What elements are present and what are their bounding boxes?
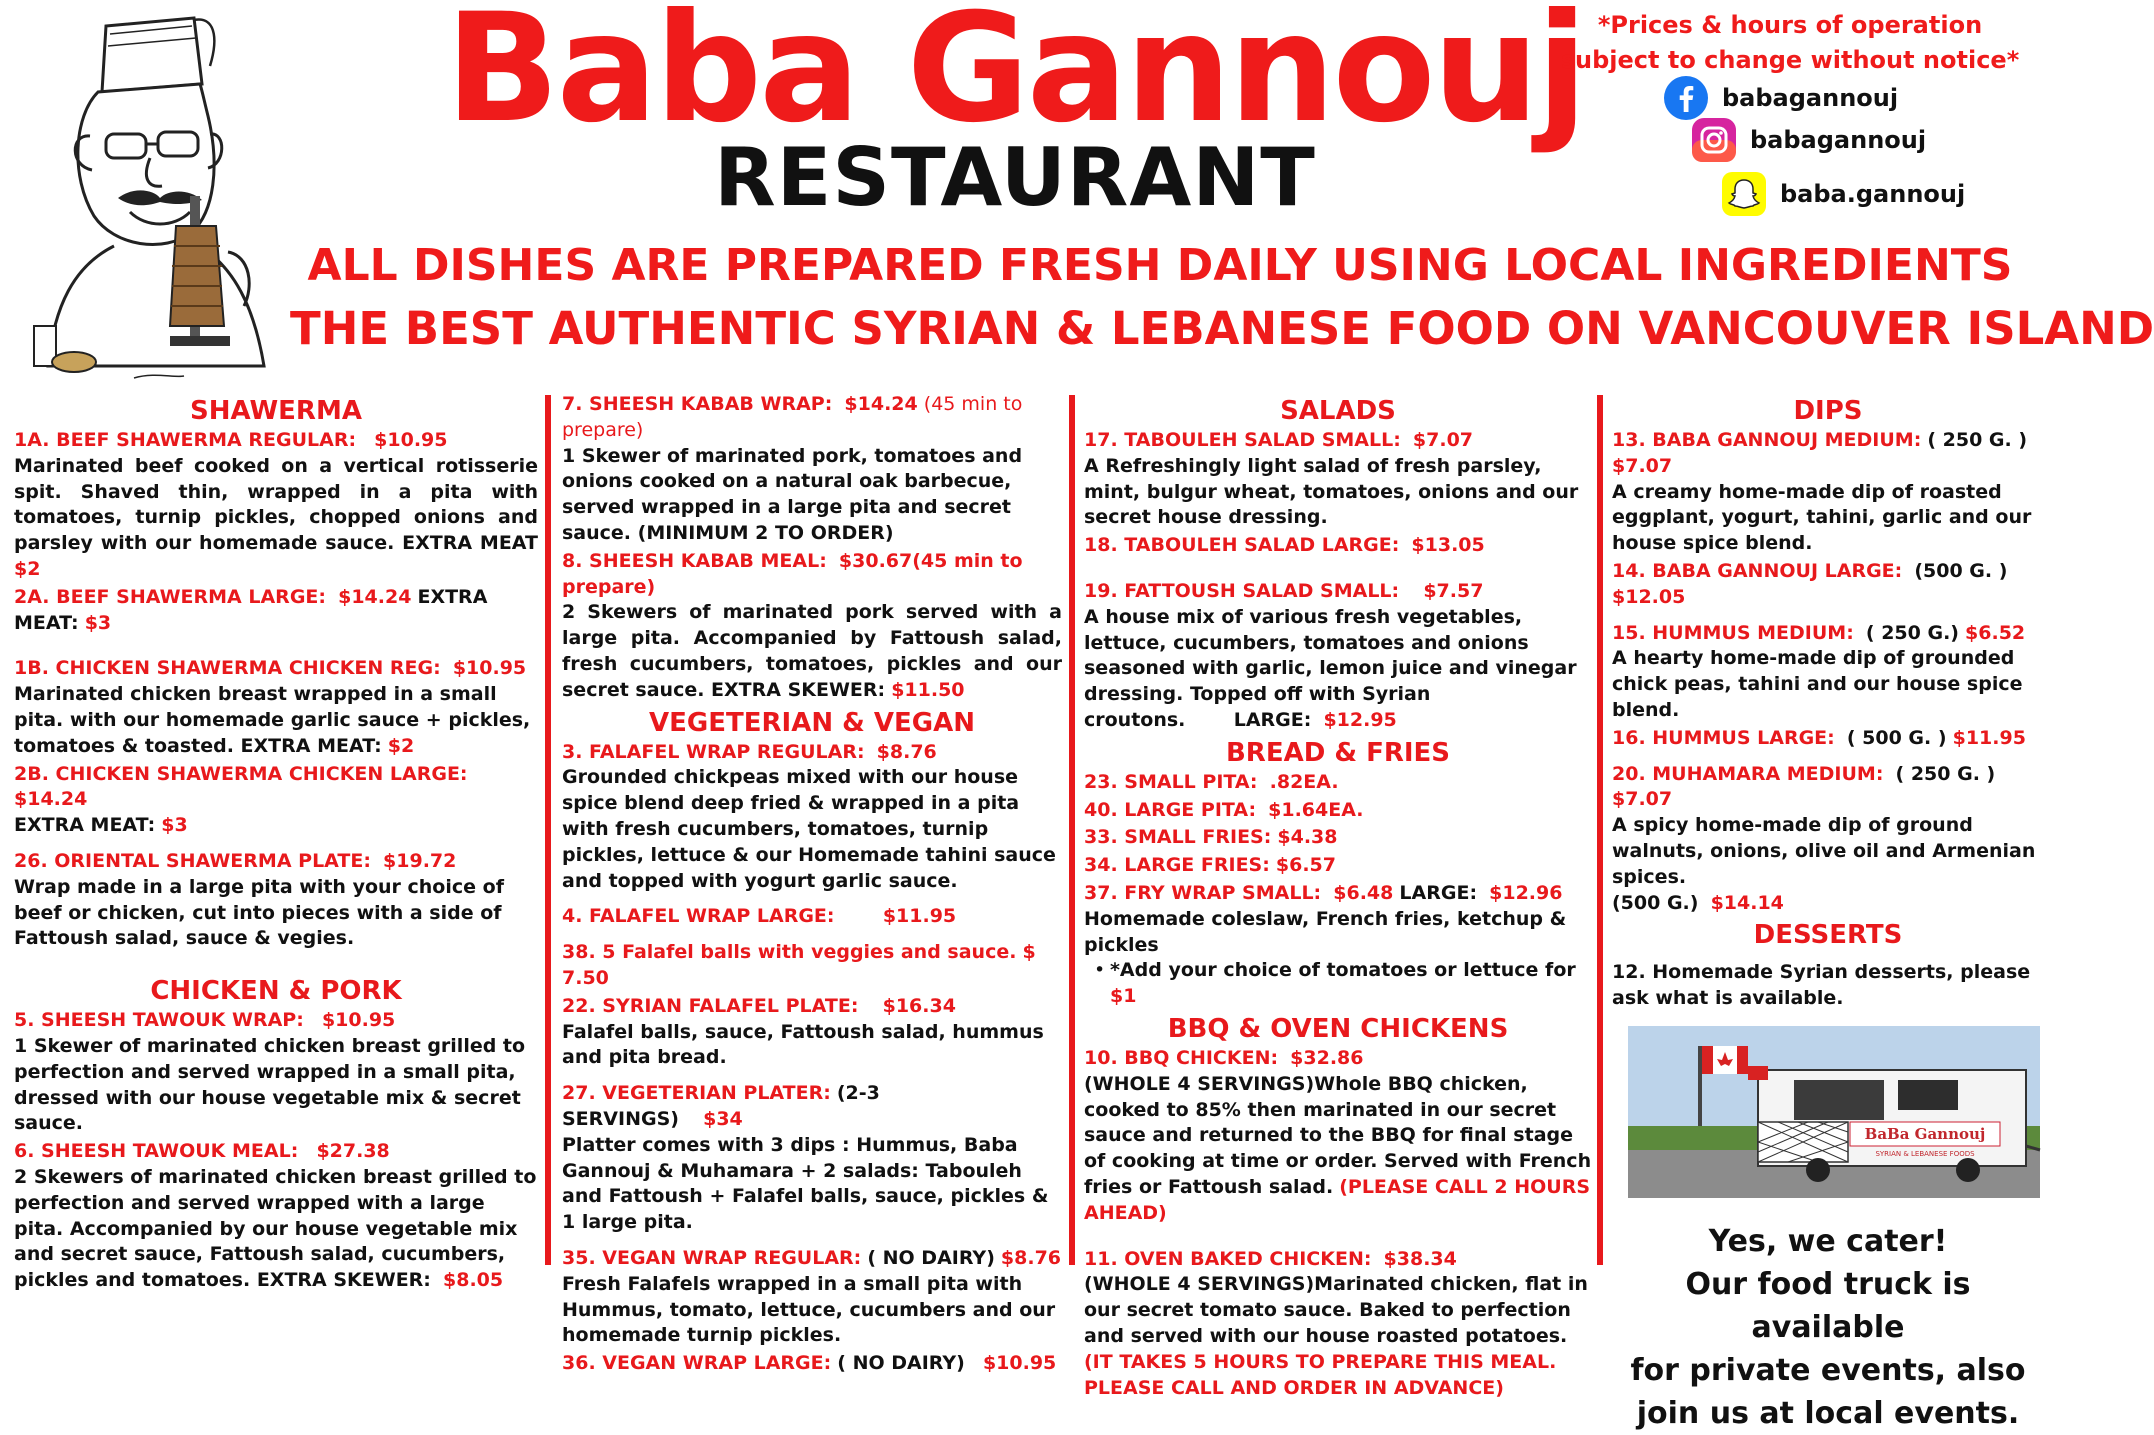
catering-message: Yes, we cater! Our food truck is available for private events, also join us at local events. [1630, 1223, 2026, 1431]
truck-sign-text: BaBa Gannouj [1864, 1124, 1986, 1143]
column-divider [545, 395, 551, 1265]
tagline-fresh-daily: ALL DISHES ARE PREPARED FRESH DAILY USING LOCAL INGREDIENTS [307, 240, 2013, 291]
snapchat-link[interactable] [1720, 170, 1965, 218]
menu-item-12: 12. Homemade Syrian desserts, please ask what is available. [1612, 961, 2031, 1010]
menu-item-34: 34. LARGE FRIES: $6.57 [1084, 854, 1336, 877]
facebook-handle: babagannouj [1722, 84, 1899, 112]
menu-item-27: 27. VEGETERIAN PLATER: (2-3 SERVINGS) $34 Platter comes with 3 dips : Hummus, Baba Gannouj & Muhamara + 2 salads: Tabouleh and Fattoush + Falafel balls, sauce, pickles & 1 large pita. [562, 1082, 1049, 1234]
menu-item-16: 16. HUMMUS LARGE: ( 500 G. ) $11.95 [1612, 726, 2026, 749]
menu-item-13: 13. BABA GANNOUJ MEDIUM: ( 250 G. ) $7.07 A creamy home-made dip of roasted eggplant, yogurt, tahini, garlic and our house spice blend. [1612, 429, 2032, 555]
menu-item-11: 11. OVEN BAKED CHICKEN: $38.34 (WHOLE 4 SERVINGS)Marinated chicken, flat in our secret tomato sauce. Baked to perfection and served with our house roasted potatoes. (IT TAKES 5 HOURS TO PREPARE THIS MEAL. PLEASE CALL AND ORDER IN ADVANCE) [1084, 1247, 1588, 1399]
menu-item-37: 37. FRY WRAP SMALL: $6.48 LARGE: $12.96 Homemade coleslaw, French fries, ketchup & pickles • *Add your choice of tomatoes or lettuce for $1 [1084, 881, 1592, 1010]
menu-item-2a: 2A. BEEF SHAWERMA LARGE: $14.24 EXTRA MEAT: $3 [14, 585, 488, 634]
menu-item-19: 19. FATTOUSH SALAD SMALL: $7.57 A house mix of various fresh vegetables, lettuce, cucumbers, tomatoes and onions seasoned with garlic, lemon juice and vinegar dressing. Topped off with Syrian croutons. LARGE: $12.95 [1084, 579, 1577, 731]
restaurant-subtitle: RESTAURANT [714, 131, 1316, 224]
section-heading-dips: DIPS [1793, 396, 1863, 426]
facebook-link[interactable] [1662, 74, 1898, 122]
menu-item-3: 3. FALAFEL WRAP REGULAR: $8.76 Grounded chickpeas mixed with our house spice blend deep fried & wrapped in a pita with fresh cucumbers, tomatoes, turnip pickles, lettuce & our Homemade tahini sauce and topped with yogurt garlic sauce. [562, 740, 1056, 892]
instagram-link[interactable] [1690, 116, 1926, 164]
instagram-handle: babagannouj [1750, 126, 1927, 154]
menu-item-26: 26. ORIENTAL SHAWERMA PLATE: $19.72 Wrap made in a large pita with your choice of beef or chicken, cut into pieces with a side of Fattoush salad, sauce & vegies. [14, 849, 504, 950]
menu-item-23: 23. SMALL PITA: .82EA. [1084, 770, 1339, 793]
instagram-icon [1690, 116, 1738, 164]
price-change-notice: *Prices & hours of operation subject to change without notice* [1560, 11, 2020, 74]
menu-item-7: 7. SHEESH KABAB WRAP: $14.24 (45 min to prepare) 1 Skewer of marinated pork, tomatoes and onions cooked on a natural oak barbecue, served wrapped in a large pita and secret sauce. (MINIMUM 2 TO ORDER) [562, 393, 1023, 544]
chef-caricature-illustration [14, 6, 314, 386]
snapchat-handle: baba.gannouj [1780, 180, 1966, 208]
menu-item-22: 22. SYRIAN FALAFEL PLATE: $16.34 Falafel balls, sauce, Fattoush salad, hummus and pita bread. [562, 994, 1044, 1069]
menu-item-33: 33. SMALL FRIES: $4.38 [1084, 826, 1338, 849]
menu-item-2b: 2B. CHICKEN SHAWERMA CHICKEN LARGE: $14.24 EXTRA MEAT: $3 [14, 762, 468, 837]
menu-item-10: 10. BBQ CHICKEN: $32.86 (WHOLE 4 SERVINGS)Whole BBQ chicken, cooked to 85% then marinated in our secret sauce and returned to the BBQ for final stage of cooking at time or order. Served with French fries or Fattoush salad. (PLEASE CALL 2 HOURS AHEAD) [1084, 1046, 1592, 1224]
section-heading-salads: SALADS [1280, 396, 1396, 426]
menu-item-20: 20. MUHAMARA MEDIUM: ( 250 G. ) $7.07 A spicy home-made dip of ground walnuts, onions, olive oil and Armenian spices. (500 G.) $14.14 [1612, 762, 2036, 914]
section-heading-desserts: DESSERTS [1753, 920, 1903, 951]
restaurant-name-title: Baba Gannouj [445, 0, 1585, 156]
menu-column-4 [1612, 392, 2044, 1435]
menu-column-1 [14, 392, 538, 1296]
food-truck-photo [1628, 1026, 2040, 1198]
menu-item-1a: 1A. BEEF SHAWERMA REGULAR: $10.95 Marinated beef cooked on a vertical rotisserie spit. Shaved thin, wrapped in a pita with tomatoes, turnip pickles, chopped onions and parsley with our homemade sauce. EXTRA MEAT $2 [14, 429, 538, 580]
menu-item-8: 8. SHEESH KABAB MEAL: $30.67(45 min to prepare) 2 Skewers of marinated pork served with a large pita. Accompanied by Fattoush salad, fresh cucumbers, tomatoes, pickles and our secret sauce. EXTRA SKEWER: $11.50 [562, 549, 1062, 701]
column-divider [1597, 395, 1603, 1265]
section-heading-bread-fries: BREAD & FRIES [1225, 737, 1451, 768]
tagline-authentic-food: THE BEST AUTHENTIC SYRIAN & LEBANESE FOOD ON VANCOUVER ISLAND [290, 302, 2154, 355]
section-heading-shawerma: SHAWERMA [190, 396, 362, 426]
menu-item-35: 35. VEGAN WRAP REGULAR: ( NO DAIRY) $8.76 Fresh Falafels wrapped in a small pita with Hummus, tomato, lettuce, cucumbers and our homemade turnip pickles. [562, 1246, 1062, 1347]
menu-item-4: 4. FALAFEL WRAP LARGE: $11.95 [562, 905, 957, 928]
facebook-icon [1662, 74, 1710, 122]
menu-item-6: 6. SHEESH TAWOUK MEAL: $27.38 2 Skewers of marinated chicken breast grilled to perfection and served wrapped with a large pita. Accompanied by our house vegetable mix and secret sauce, Fattoush salad, cucumbers, pickles and tomatoes. EXTRA SKEWER: $8.05 [14, 1140, 537, 1292]
menu-item-1b: 1B. CHICKEN SHAWERMA CHICKEN REG: $10.95 Marinated chicken breast wrapped in a small pita. with our homemade garlic sauce + pickles, tomatoes & toasted. EXTRA MEAT: $2 [14, 657, 531, 757]
menu-item-17: 17. TABOULEH SALAD SMALL: $7.07 A Refreshingly light salad of fresh parsley, mint, bulgur wheat, tomatoes, onions and our secret house dressing. [1084, 429, 1579, 529]
menu-item-40: 40. LARGE PITA: $1.64EA. [1084, 798, 1364, 821]
menu-item-36: 36. VEGAN WRAP LARGE: ( NO DAIRY) $10.95 [562, 1352, 1057, 1375]
menu-column-2 [562, 392, 1062, 1379]
truck-sign-subtext: SYRIAN & LEBANESE FOODS [1875, 1149, 1975, 1158]
snapchat-icon [1720, 170, 1768, 218]
column-divider [1069, 395, 1075, 1265]
section-heading-chicken-pork: CHICKEN & PORK [150, 976, 402, 1007]
menu-item-15: 15. HUMMUS MEDIUM: ( 250 G.) $6.52 A hearty home-made dip of grounded chick peas, tahini and our house spice blend. [1612, 621, 2026, 721]
menu-item-18: 18. TABOULEH SALAD LARGE: $13.05 [1084, 534, 1485, 557]
menu-item-38: 38. 5 Falafel balls with veggies and sauce. $ 7.50 [562, 941, 1036, 989]
menu-column-3 [1084, 392, 1592, 1403]
section-heading-bbq-oven-chickens: BBQ & OVEN CHICKENS [1167, 1013, 1509, 1044]
section-heading-vegetarian-vegan: VEGETERIAN & VEGAN [649, 707, 975, 738]
menu-item-14: 14. BABA GANNOUJ LARGE: (500 G. ) $12.05 [1612, 559, 2008, 608]
menu-item-5: 5. SHEESH TAWOUK WRAP: $10.95 1 Skewer of marinated chicken breast grilled to perfection and served wrapped in a small pita, dressed with our house vegetable mix & secret sauce. [14, 1009, 526, 1135]
